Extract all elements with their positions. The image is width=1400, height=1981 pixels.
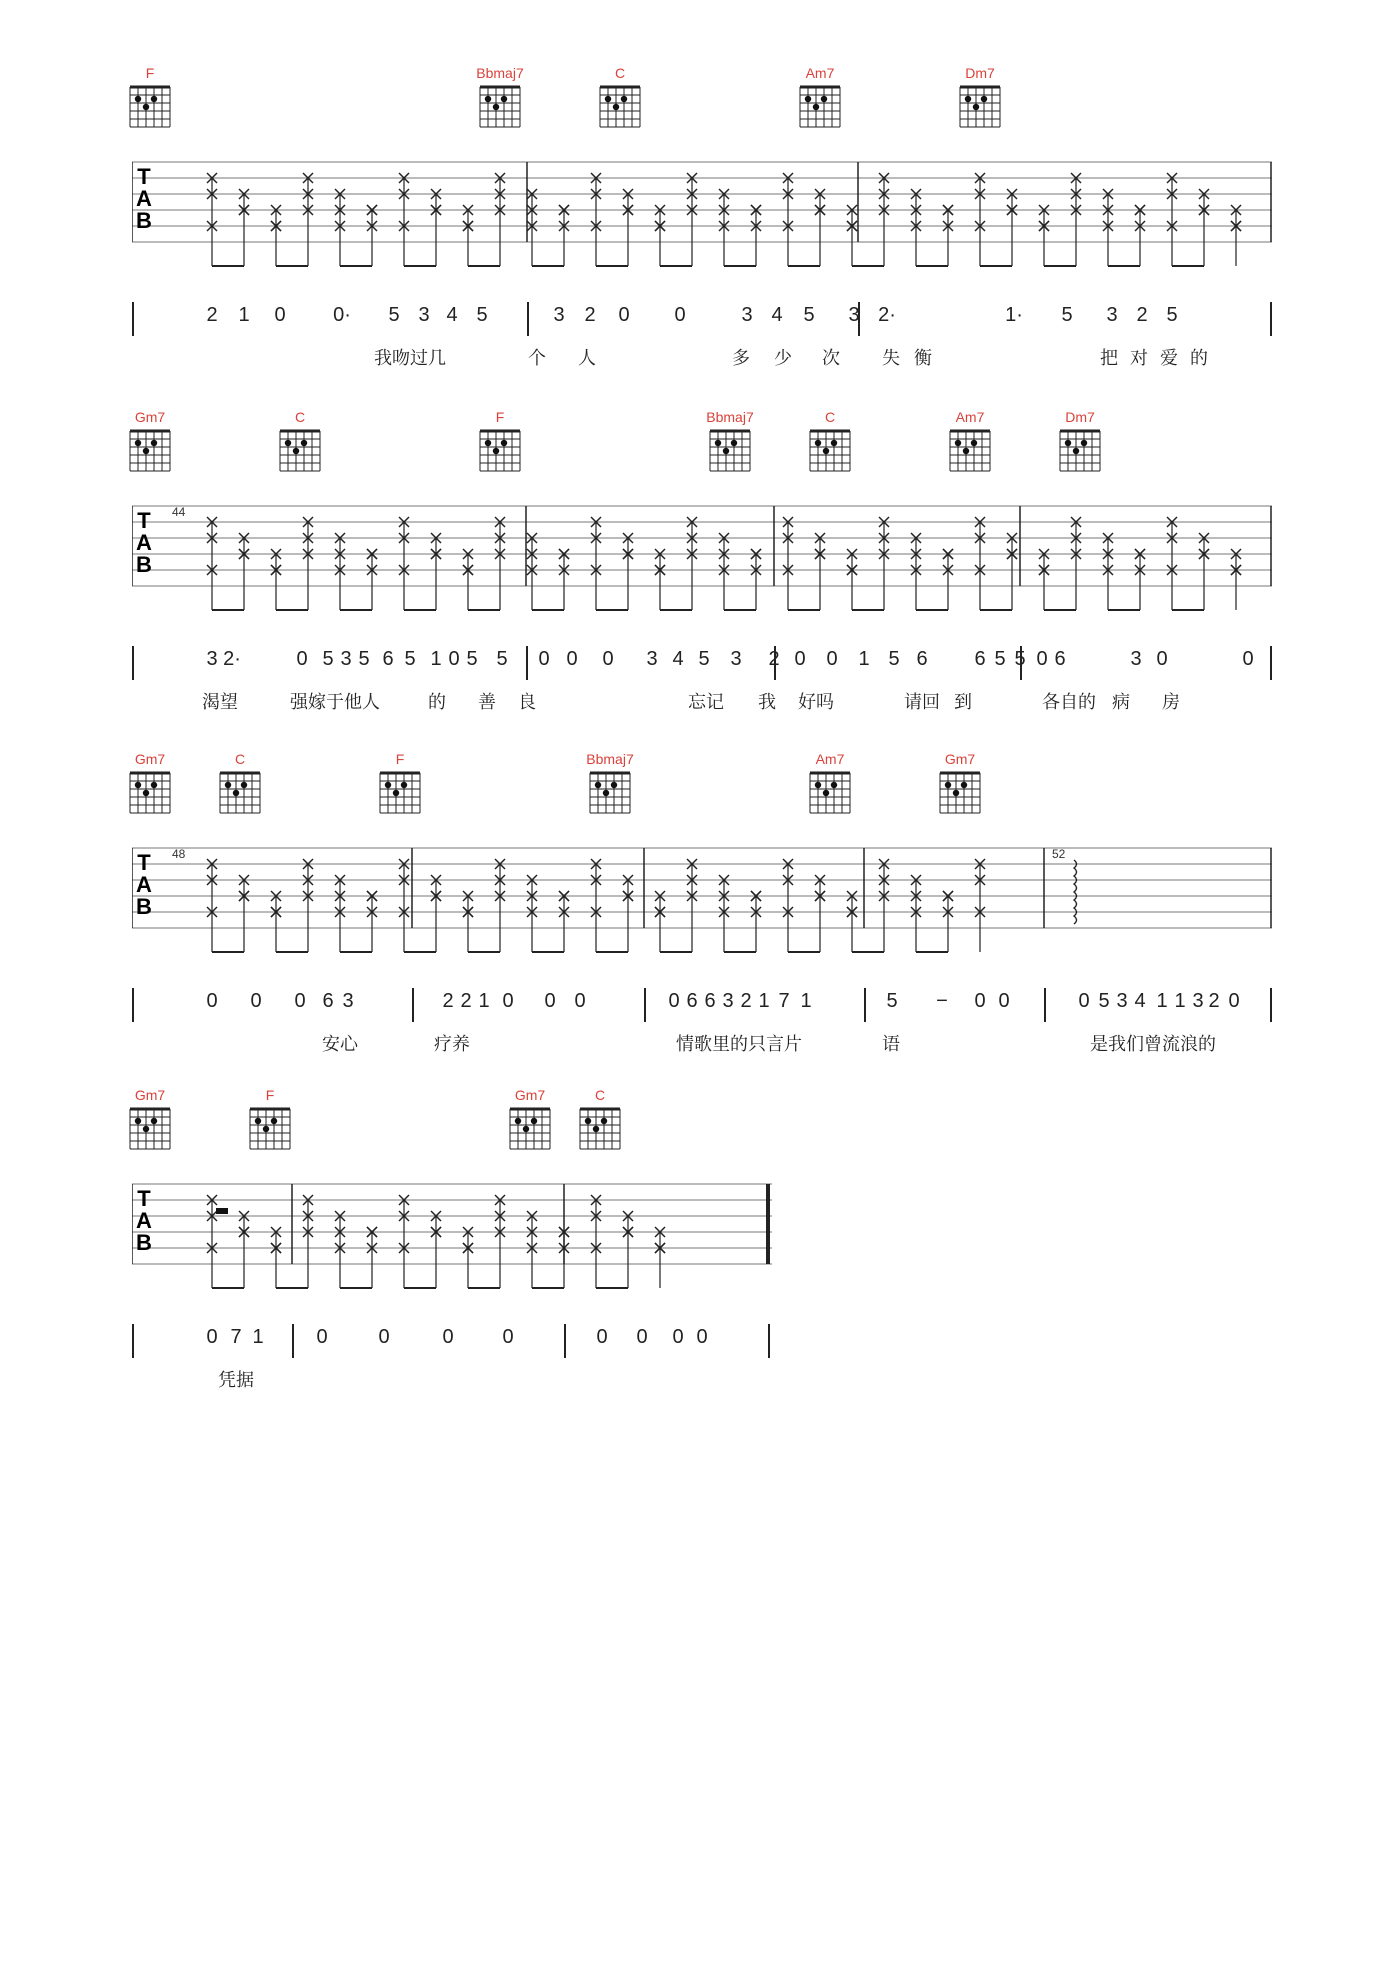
jianpu-note: 0 <box>442 1326 454 1348</box>
chord-name: F <box>265 1087 275 1103</box>
jianpu-note: 2 <box>460 990 472 1012</box>
fretboard-grid <box>376 770 424 816</box>
jianpu-note: 0 <box>538 648 550 670</box>
bar-line <box>412 988 414 1022</box>
staff-system <box>132 64 1272 384</box>
fretboard-grid <box>126 428 174 474</box>
jianpu-note: 0 <box>206 1326 218 1348</box>
jianpu-note: 2 <box>768 648 780 670</box>
jianpu-note: 0 <box>544 990 556 1012</box>
jianpu-note: 1 <box>430 648 442 670</box>
tab-clef-letter: A <box>136 530 152 555</box>
fretboard-grid <box>706 428 754 474</box>
chord-diagram <box>120 750 180 816</box>
lyric-text: 疗养 <box>434 1034 470 1055</box>
fretboard-grid <box>126 1106 174 1152</box>
jianpu-note: 2 <box>740 990 752 1012</box>
jianpu-note: 3 <box>646 648 658 670</box>
lyric-text: 次 <box>822 348 840 369</box>
jianpu-note: 0 <box>602 648 614 670</box>
jianpu-note: 5 <box>886 990 898 1012</box>
jianpu-note: 0 <box>618 304 630 326</box>
lyric-text: 良 <box>518 692 536 713</box>
jianpu-note: 2 <box>442 990 454 1012</box>
jianpu-note: 3 <box>1106 304 1118 326</box>
fretboard-grid <box>806 770 854 816</box>
lyric-text: 我 <box>758 692 776 713</box>
numbered-notation <box>132 304 1272 334</box>
jianpu-note: 3 <box>741 304 753 326</box>
jianpu-note: 6 <box>322 990 334 1012</box>
jianpu-note: 4 <box>1134 990 1146 1012</box>
jianpu-note: 5 <box>1014 648 1026 670</box>
lyric-text: 好吗 <box>798 692 834 713</box>
chord-diagram <box>270 408 330 474</box>
lyric-text: 强嫁于他人 <box>290 692 380 713</box>
chord-name: F <box>495 409 505 425</box>
bar-line <box>132 988 134 1022</box>
jianpu-note: 3 <box>340 648 352 670</box>
chord-name: Bbmaj7 <box>706 409 754 425</box>
jianpu-note: 3 <box>206 648 218 670</box>
lyric-text: 情歌里的只言片 <box>676 1034 802 1055</box>
chord-diagram <box>570 1086 630 1152</box>
fretboard-grid <box>956 84 1004 130</box>
chord-name: Am7 <box>815 751 845 767</box>
tab-clef-letter: A <box>136 1208 152 1233</box>
tab-clef-letter: A <box>136 186 152 211</box>
bar-line <box>132 302 134 336</box>
tab-clef-letter: B <box>136 208 152 233</box>
tab-clef-letter: A <box>136 872 152 897</box>
jianpu-note: 6 <box>686 990 698 1012</box>
jianpu-note: 0 <box>1036 648 1048 670</box>
chord-name: C <box>234 751 246 767</box>
bar-line <box>132 646 134 680</box>
lyric-text: 爱 <box>1160 348 1178 369</box>
jianpu-note: 0 <box>316 1326 328 1348</box>
numbered-notation <box>132 990 1272 1020</box>
jianpu-note: 3 <box>418 304 430 326</box>
jianpu-note: − <box>936 990 948 1012</box>
chord-name: C <box>294 409 306 425</box>
jianpu-note: 5 <box>388 304 400 326</box>
chord-diagram <box>470 408 530 474</box>
jianpu-note: 5 <box>888 648 900 670</box>
chord-diagram <box>800 408 860 474</box>
lyric-text: 衡 <box>914 348 932 369</box>
jianpu-note: 2 <box>206 304 218 326</box>
chord-name: Gm7 <box>134 409 166 425</box>
chord-diagram <box>950 64 1010 130</box>
chord-name: C <box>614 65 626 81</box>
chord-diagram <box>120 1086 180 1152</box>
chord-name: Bbmaj7 <box>476 65 524 81</box>
bar-line <box>768 1324 770 1358</box>
tab-clef-letter: T <box>137 850 151 875</box>
jianpu-note: 5 <box>1098 990 1110 1012</box>
fretboard-grid <box>576 1106 624 1152</box>
jianpu-note: 5 <box>1061 304 1073 326</box>
chord-name: Gm7 <box>944 751 976 767</box>
chord-diagram <box>580 750 640 816</box>
tab-clef-letter: B <box>136 894 152 919</box>
chord-diagram <box>800 750 860 816</box>
jianpu-note: 0 <box>1242 648 1254 670</box>
lyric-text: 人 <box>578 348 596 369</box>
chord-name: Am7 <box>805 65 835 81</box>
jianpu-note: 6 <box>382 648 394 670</box>
jianpu-note: 3 <box>730 648 742 670</box>
jianpu-note: 4 <box>672 648 684 670</box>
lyric-text: 是我们曾流浪的 <box>1090 1034 1216 1055</box>
fretboard-grid <box>276 428 324 474</box>
jianpu-note: 5 <box>476 304 488 326</box>
chord-diagram <box>120 408 180 474</box>
bar-line <box>1270 988 1272 1022</box>
chord-diagram <box>500 1086 560 1152</box>
chord-diagram <box>210 750 270 816</box>
lyric-text: 把 <box>1100 348 1118 369</box>
chord-diagram <box>240 1086 300 1152</box>
jianpu-note: 7 <box>230 1326 242 1348</box>
jianpu-note: 0 <box>674 304 686 326</box>
chord-name: Gm7 <box>134 751 166 767</box>
lyric-text: 少 <box>774 348 792 369</box>
jianpu-note: 3 <box>1192 990 1204 1012</box>
jianpu-note: 5 <box>466 648 478 670</box>
staff-system <box>132 1086 772 1406</box>
chord-name: C <box>824 409 836 425</box>
lyric-text: 多 <box>732 348 750 369</box>
chord-name: Dm7 <box>1065 409 1095 425</box>
staff-system <box>132 408 1272 728</box>
jianpu-note: 1 <box>800 990 812 1012</box>
bar-line <box>527 302 529 336</box>
jianpu-note: 0 <box>596 1326 608 1348</box>
jianpu-note: 0 <box>696 1326 708 1348</box>
jianpu-note: 5 <box>698 648 710 670</box>
fretboard-grid <box>946 428 994 474</box>
lyric-text: 到 <box>954 692 972 713</box>
measure-number: 44 <box>172 505 186 519</box>
jianpu-note: 1 <box>252 1326 264 1348</box>
jianpu-note: 6 <box>974 648 986 670</box>
jianpu-note: 1 <box>1156 990 1168 1012</box>
lyric-text: 失 <box>882 348 900 369</box>
jianpu-note: 0 <box>826 648 838 670</box>
jianpu-note: 0 <box>294 990 306 1012</box>
jianpu-note: 6 <box>916 648 928 670</box>
staff-system <box>132 750 1272 1070</box>
jianpu-note: 1 <box>238 304 250 326</box>
jianpu-note: 5 <box>358 648 370 670</box>
chord-diagram <box>370 750 430 816</box>
fretboard-grid <box>936 770 984 816</box>
lyric-text: 语 <box>882 1034 900 1055</box>
chord-diagram <box>1050 408 1110 474</box>
jianpu-note: 3 <box>342 990 354 1012</box>
whole-rest <box>216 1208 228 1214</box>
chord-name: Gm7 <box>514 1087 546 1103</box>
jianpu-note: 0 <box>378 1326 390 1348</box>
jianpu-note: 0 <box>250 990 262 1012</box>
jianpu-note: 0 <box>448 648 460 670</box>
jianpu-note: 7 <box>778 990 790 1012</box>
chord-diagram <box>790 64 850 130</box>
jianpu-note: 1 <box>478 990 490 1012</box>
jianpu-note: 2 <box>1136 304 1148 326</box>
jianpu-note: 5 <box>994 648 1006 670</box>
tab-clef-letter: T <box>137 1186 151 1211</box>
jianpu-note: 0 <box>998 990 1010 1012</box>
jianpu-note: 5 <box>322 648 334 670</box>
jianpu-note: 0 <box>1228 990 1240 1012</box>
fretboard-grid <box>476 84 524 130</box>
fretboard-grid <box>476 428 524 474</box>
bar-line <box>864 988 866 1022</box>
jianpu-note: 6 <box>704 990 716 1012</box>
fretboard-grid <box>126 84 174 130</box>
tab-clef-letter: B <box>136 552 152 577</box>
jianpu-note: 2· <box>223 648 241 670</box>
jianpu-note: 0 <box>668 990 680 1012</box>
bar-line <box>1044 988 1046 1022</box>
lyric-text: 凭据 <box>218 1370 254 1391</box>
lyric-text: 对 <box>1130 348 1148 369</box>
lyric-text: 忘记 <box>688 692 724 713</box>
jianpu-note: 0 <box>274 304 286 326</box>
lyric-text: 的 <box>1190 348 1208 369</box>
jianpu-note: 5 <box>404 648 416 670</box>
jianpu-note: 3 <box>1116 990 1128 1012</box>
chord-diagram <box>470 64 530 130</box>
bar-line <box>526 646 528 680</box>
jianpu-note: 2· <box>878 304 896 326</box>
jianpu-note: 0 <box>1156 648 1168 670</box>
numbered-notation <box>132 648 1272 678</box>
lyric-text: 房 <box>1162 692 1180 713</box>
fretboard-grid <box>506 1106 554 1152</box>
jianpu-note: 2 <box>1208 990 1220 1012</box>
fretboard-grid <box>796 84 844 130</box>
lyric-text: 我吻过几 <box>374 348 446 369</box>
tab-clef-letter: T <box>137 508 151 533</box>
jianpu-note: 1 <box>758 990 770 1012</box>
bar-line <box>292 1324 294 1358</box>
jianpu-note: 6 <box>1054 648 1066 670</box>
chord-name: Bbmaj7 <box>586 751 634 767</box>
chord-name: F <box>395 751 405 767</box>
chord-diagram <box>940 408 1000 474</box>
fretboard-grid <box>246 1106 294 1152</box>
jianpu-note: 5 <box>803 304 815 326</box>
jianpu-note: 3 <box>848 304 860 326</box>
lyric-text: 请回 <box>904 692 940 713</box>
lyric-text: 个 <box>528 348 546 369</box>
lyric-text: 安心 <box>322 1034 358 1055</box>
bar-line <box>132 1324 134 1358</box>
jianpu-note: 1 <box>858 648 870 670</box>
tab-clef-letter: B <box>136 1230 152 1255</box>
lyric-text: 的 <box>428 692 446 713</box>
bar-line <box>1270 646 1272 680</box>
chord-name: Gm7 <box>134 1087 166 1103</box>
jianpu-note: 4 <box>446 304 458 326</box>
measure-number: 48 <box>172 847 186 861</box>
jianpu-note: 3 <box>1130 648 1142 670</box>
jianpu-note: 1 <box>1174 990 1186 1012</box>
chord-diagram <box>590 64 650 130</box>
jianpu-note: 0 <box>296 648 308 670</box>
jianpu-note: 0 <box>566 648 578 670</box>
jianpu-note: 0 <box>672 1326 684 1348</box>
jianpu-note: 0 <box>1078 990 1090 1012</box>
lyric-text: 渴望 <box>202 692 238 713</box>
lyric-text: 病 <box>1112 692 1130 713</box>
jianpu-note: 3 <box>722 990 734 1012</box>
jianpu-note: 3 <box>553 304 565 326</box>
bar-line <box>644 988 646 1022</box>
fretboard-grid <box>586 770 634 816</box>
arpeggio-mark <box>1074 860 1077 924</box>
jianpu-note: 0 <box>574 990 586 1012</box>
jianpu-note: 0 <box>636 1326 648 1348</box>
jianpu-note: 0 <box>502 990 514 1012</box>
bar-line <box>1270 302 1272 336</box>
fretboard-grid <box>596 84 644 130</box>
jianpu-note: 0 <box>206 990 218 1012</box>
fretboard-grid <box>806 428 854 474</box>
chord-name: Dm7 <box>965 65 995 81</box>
jianpu-note: 0 <box>974 990 986 1012</box>
jianpu-note: 5 <box>496 648 508 670</box>
chord-name: F <box>145 65 155 81</box>
chord-diagram <box>700 408 760 474</box>
lyric-text: 各自的 <box>1042 692 1096 713</box>
chord-diagram <box>930 750 990 816</box>
numbered-notation <box>132 1326 772 1356</box>
lyric-text: 善 <box>478 692 496 713</box>
jianpu-note: 5 <box>1166 304 1178 326</box>
jianpu-note: 0· <box>333 304 351 326</box>
fretboard-grid <box>126 770 174 816</box>
fretboard-grid <box>1056 428 1104 474</box>
jianpu-note: 2 <box>584 304 596 326</box>
chord-name: C <box>594 1087 606 1103</box>
chord-diagram <box>120 64 180 130</box>
jianpu-note: 0 <box>502 1326 514 1348</box>
fretboard-grid <box>216 770 264 816</box>
chord-name: Am7 <box>955 409 985 425</box>
jianpu-note: 0 <box>794 648 806 670</box>
measure-number: 52 <box>1052 847 1066 861</box>
jianpu-note: 4 <box>771 304 783 326</box>
bar-line <box>564 1324 566 1358</box>
jianpu-note: 1· <box>1005 304 1023 326</box>
tab-clef-letter: T <box>137 164 151 189</box>
